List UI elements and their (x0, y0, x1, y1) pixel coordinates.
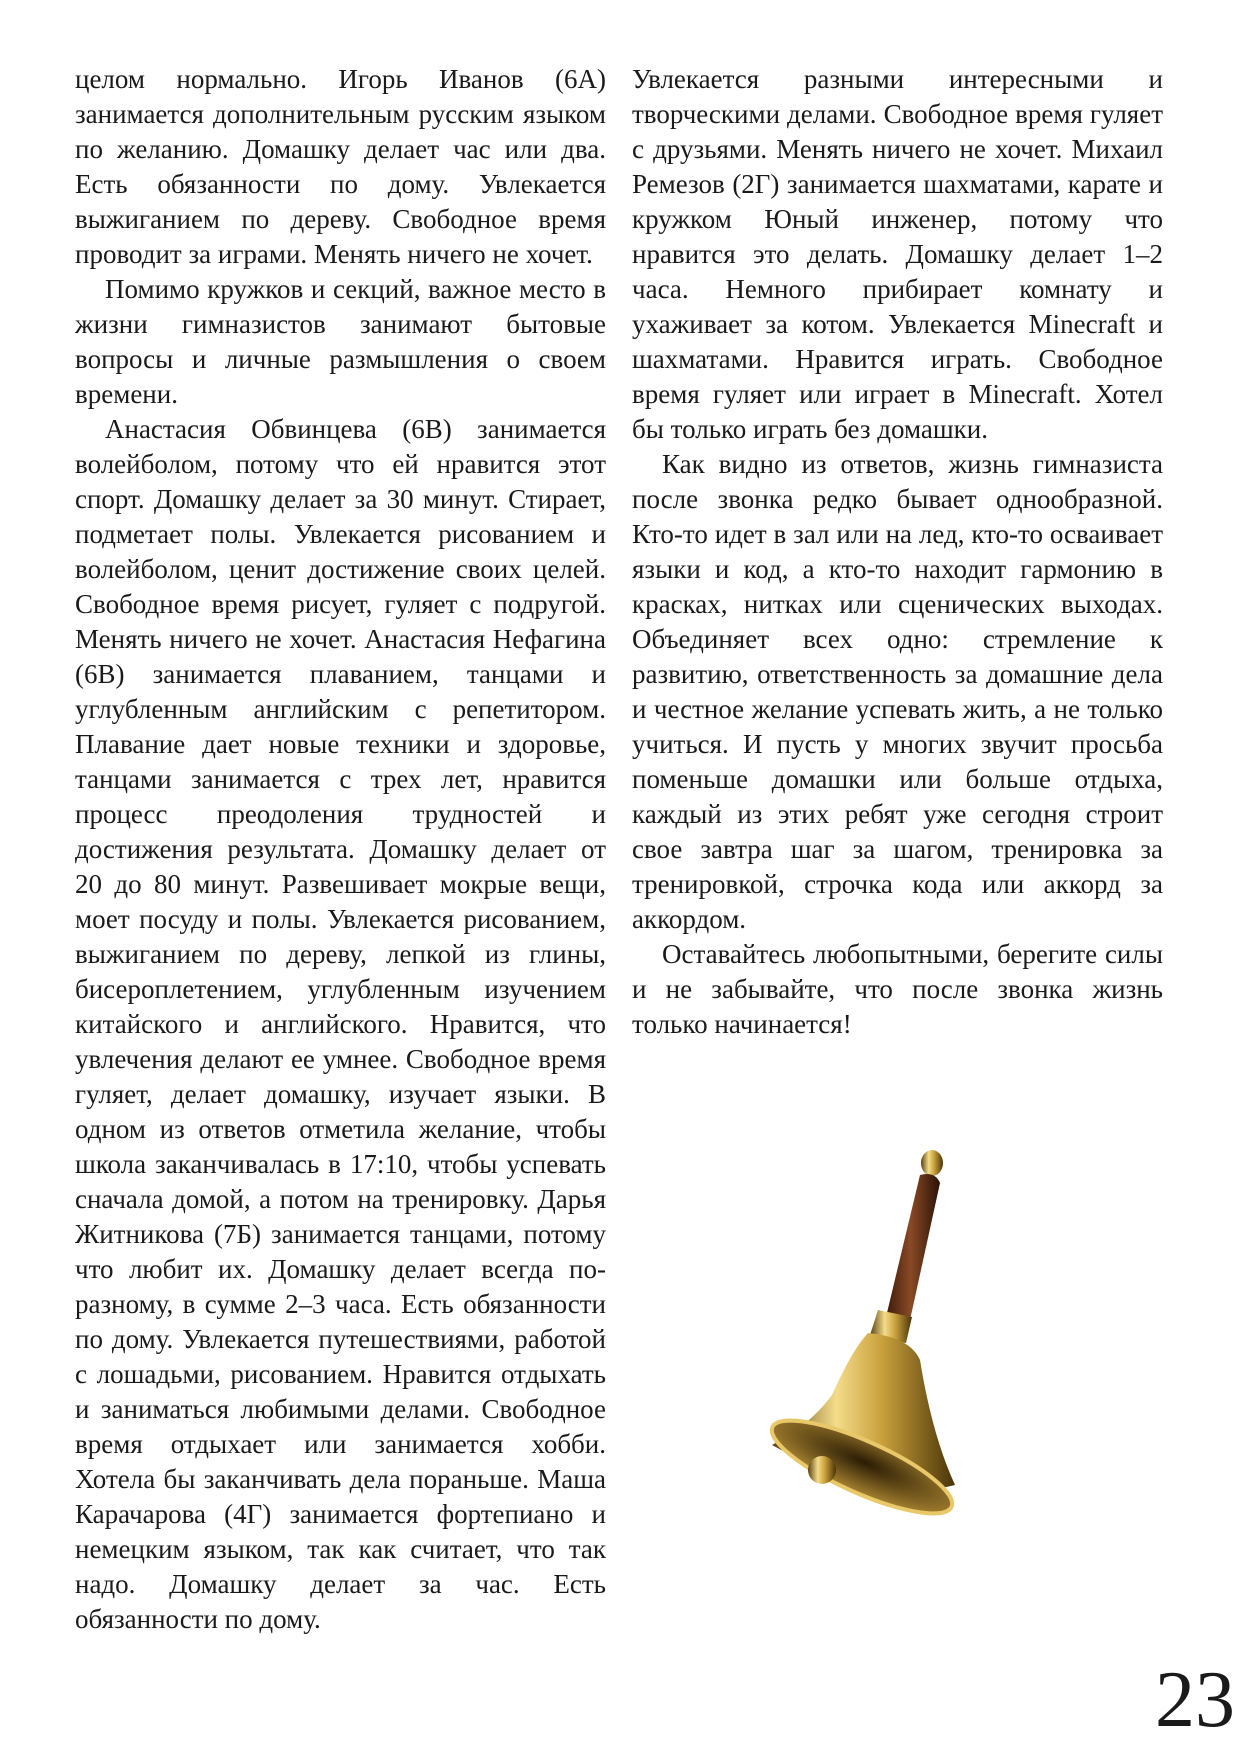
paragraph-remezov: Увлекается разными интересными и творческими делами. Свободное время гуляет с друзьями. Менять ничего не хочет. Михаил Ремезов (2Г) занимается шахматами, карате и кружком Юный инженер, потому что нравится это делать. Домашку делает 1–2 часа. Немного прибирает комнату и ухаживает за котом. Увлекается Minecraft и шахматами. Нравится играть. Свободное время гуляет или играет в Minecraft. Хотел бы только играть без домашки. (632, 64, 1163, 444)
paragraph-farewell: Оставайтесь любопытными, берегите силы и не забывайте, что после звонка жизнь только начинается! (632, 939, 1163, 1039)
paragraph-students-answers: Анастасия Обвинцева (6В) занимается волейболом, потому что ей нравится этот спорт. Домашку делает за 30 минут. Стирает, подметает полы. Увлекается рисованием и волейболом, ценит достижение своих целей. Свободное время рисует, гуляет с подругой. Менять ничего не хочет. Анастасия Нефагина (6В) занимается плаванием, танцами и углубленным английским с репетитором. Плавание дает новые техники и здоровье, танцами занимается с трех лет, нравится процесс преодоления трудностей и достижения результата. Домашку делает от 20 до 80 минут. Развешивает мокрые вещи, моет посуду и полы. Увлекается рисованием, выжиганием по дереву, лепкой из глины, бисероплетением, углубленным изучением китайского и английского. Нравится, что увлечения делают ее умнее. Свободное время гуляет, делает домашку, изучает языки. В одном из ответов отметила желание, чтобы школа заканчивалась в 17:10, чтобы успевать сначала домой, а потом на тренировку. Дарья Житникова (7Б) занимается танцами, потому что любит их. Домашку делает всегда по-разному, в сумме 2–3 часа. Есть обязанности по дому. Увлекается путешествиями, работой с лошадьми, рисованием. Нравится отдыхать и заниматься любимыми делами. Свободное время отдыхает или занимается хобби. Хотела бы заканчивать дела пораньше. Маша Карачарова (4Г) занимается фортепиано и немецким языком, так как считает, что так надо. Домашку делает за час. Есть обязанности по дому. (75, 414, 606, 1634)
right-column (632, 62, 1163, 1042)
school-bell-icon (760, 1145, 990, 1555)
paragraph-conclusion: Как видно из ответов, жизнь гимназиста после звонка редко бывает однообразной. Кто-то идет в зал или на лед, кто-то осваивает языки и код, а кто-то находит гармонию в красках, нитках или сценических выходах. Объединяет всех одно: стремление к развитию, ответственность за домашние дела и честное желание успевать жить, а не только учиться. И пусть у многих звучит просьба поменьше домашки или больше отдыха, каждый из этих ребят уже сегодня строит свое завтра шаг за шагом, тренировка за тренировкой, строчка кода или аккорд за аккордом. (632, 449, 1163, 934)
paragraph-intro-household: Помимо кружков и секций, важное место в жизни гимназистов занимают бытовые вопросы и личные размышления о своем времени. (75, 274, 606, 409)
paragraph-ivanov: целом нормально. Игорь Иванов (6А) занимается дополнительным русским языком по желанию. Домашку делает час или два. Есть обязанности по дому. Увлекается выжиганием по дереву. Свободное время проводит за играми. Менять ничего не хочет. (75, 64, 606, 269)
page-number: 23 (1155, 1656, 1235, 1744)
left-column (75, 62, 606, 1637)
